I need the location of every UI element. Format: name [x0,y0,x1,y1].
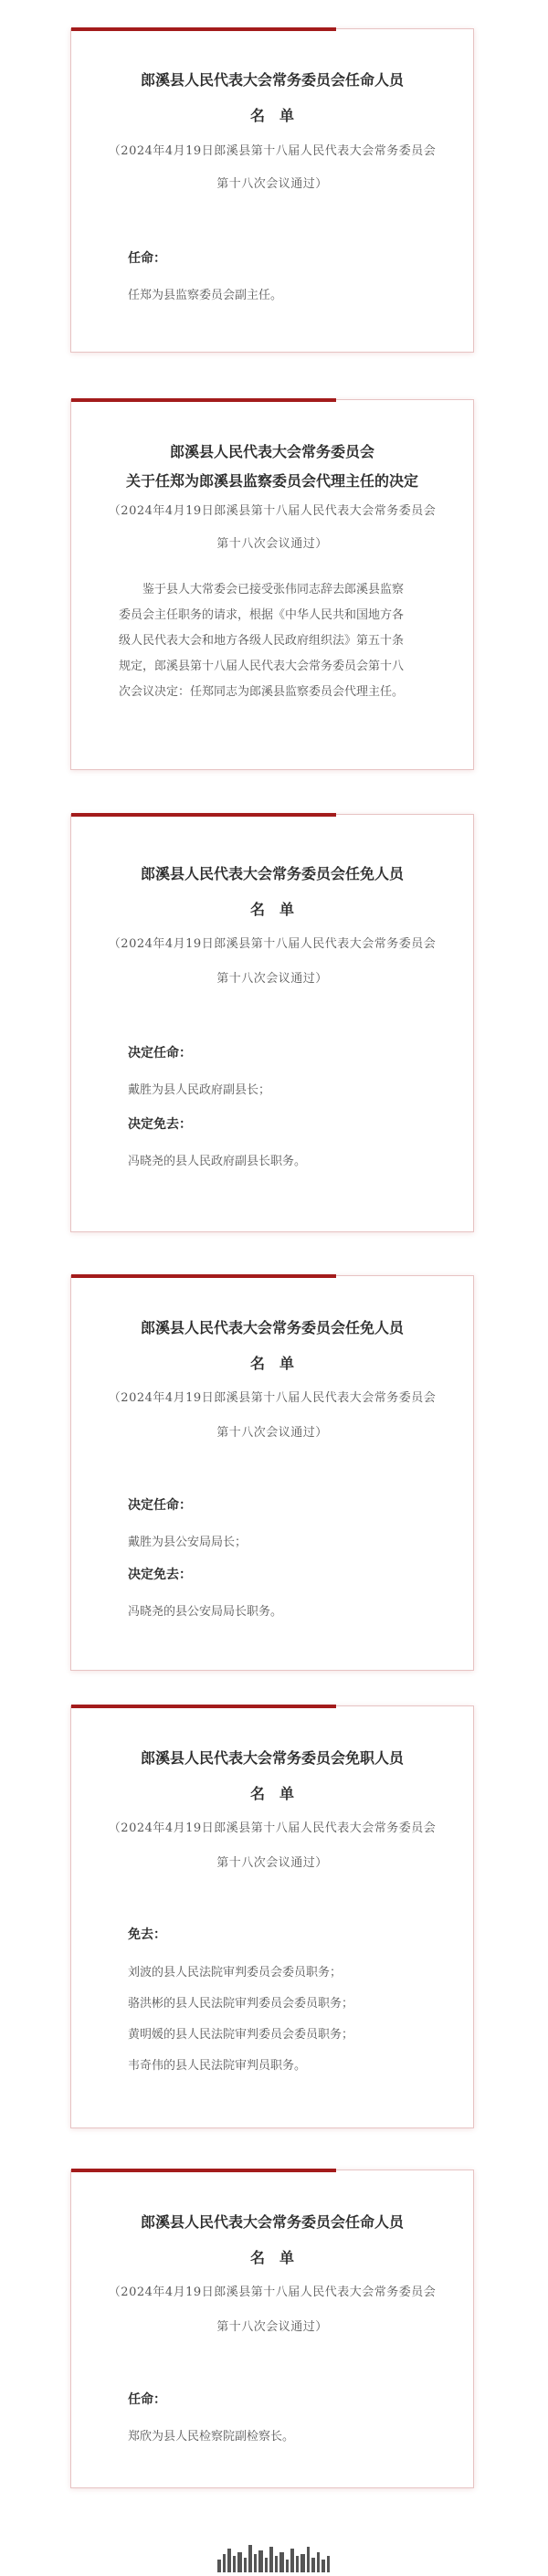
card-subtitle: 名 单 [249,1785,294,1802]
card-subtitle: 名 单 [249,107,294,124]
date-line: （2024年4月19日郎溪县第十八届人民代表大会常务委员会 [108,2286,437,2299]
card-subtitle: 名 单 [249,901,294,918]
date-line: 第十八次会议通过） [216,2320,328,2334]
list-item: 黄明媛的县人民法院审判委员会委员职务； [128,2028,354,2042]
appointment-card-1 [70,28,474,353]
paragraph-line: 委员会主任职务的请求，根据《中华人民共和国地方各 [119,608,405,622]
section-label: 决定免去： [128,1568,192,1582]
list-item: 冯晓尧的县公安局局长职务。 [128,1605,283,1619]
appointment-removal-card-1 [70,814,474,1232]
decision-paragraph [71,577,473,705]
date-line: 第十八次会议通过） [216,537,328,551]
card-accent-bar [71,813,336,817]
section-label: 决定任命： [128,1046,192,1061]
date-line: （2024年4月19日郎溪县第十八届人民代表大会常务委员会 [108,937,437,951]
date-line: 第十八次会议通过） [216,177,328,191]
date-line: （2024年4月19日郎溪县第十八届人民代表大会常务委员会 [108,1821,437,1835]
section-label: 任命： [128,2392,166,2407]
section-label: 任命： [128,251,166,266]
card-accent-bar [71,398,336,402]
list-item: 冯晓尧的县人民政府副县长职务。 [128,1155,307,1168]
date-line: 第十八次会议通过） [216,1426,328,1440]
card-accent-bar [71,27,336,31]
date-line: （2024年4月19日郎溪县第十八届人民代表大会常务委员会 [108,144,437,158]
removal-card [70,1705,474,2128]
card-accent-bar [71,1274,336,1278]
list-item: 戴胜为县人民政府副县长； [128,1083,271,1097]
section-label: 决定任命： [128,1498,192,1513]
card-title: 郎溪县人民代表大会常务委员会任命人员 [140,71,404,89]
date-line: 第十八次会议通过） [216,972,328,986]
card-subtitle: 关于任郑为郎溪县监察委员会代理主任的决定 [125,472,418,490]
appointment-card-2 [70,2170,474,2488]
list-item: 戴胜为县公安局局长； [128,1536,248,1549]
card-subtitle: 名 单 [249,2249,294,2266]
paragraph-line: 规定，郎溪县第十八届人民代表大会常务委员会第十八 [119,660,405,673]
card-subtitle: 名 单 [249,1355,294,1372]
card-title: 郎溪县人民代表大会常务委员会任免人员 [140,1319,404,1336]
list-item: 任郑为县监察委员会副主任。 [128,289,283,302]
card-accent-bar [71,1705,336,1708]
paragraph-line: 次会议决定：任郑同志为郎溪县监察委员会代理主任。 [119,685,405,699]
card-title: 郎溪县人民代表大会常务委员会免职人员 [140,1749,404,1767]
list-item: 刘波的县人民法院审判委员会委员职务； [128,1966,342,1980]
section-label: 决定免去： [128,1117,192,1132]
appointment-removal-card-2 [70,1275,474,1671]
section-label: 免去： [128,1927,166,1942]
card-title: 郎溪县人民代表大会常务委员会任免人员 [140,865,404,882]
list-item: 骆洪彬的县人民法院审判委员会委员职务； [128,1997,354,2011]
card-title: 郎溪县人民代表大会常务委员会 [169,443,374,460]
date-line: （2024年4月19日郎溪县第十八届人民代表大会常务委员会 [108,504,437,518]
skyline-logo-icon [212,2545,338,2572]
paragraph-line: 鉴于县人大常委会已接受张伟同志辞去郎溪县监察 [142,583,405,596]
card-accent-bar [71,2169,336,2172]
paragraph-line: 级人民代表大会和地方各级人民政府组织法》第五十条 [119,634,405,648]
date-line: （2024年4月19日郎溪县第十八届人民代表大会常务委员会 [108,1391,437,1405]
decision-card [70,399,474,770]
card-title: 郎溪县人民代表大会常务委员会任命人员 [140,2213,404,2231]
list-item: 韦奇伟的县人民法院审判员职务。 [128,2059,307,2073]
date-line: 第十八次会议通过） [216,1856,328,1870]
list-item: 郑欣为县人民检察院副检察长。 [128,2430,295,2444]
